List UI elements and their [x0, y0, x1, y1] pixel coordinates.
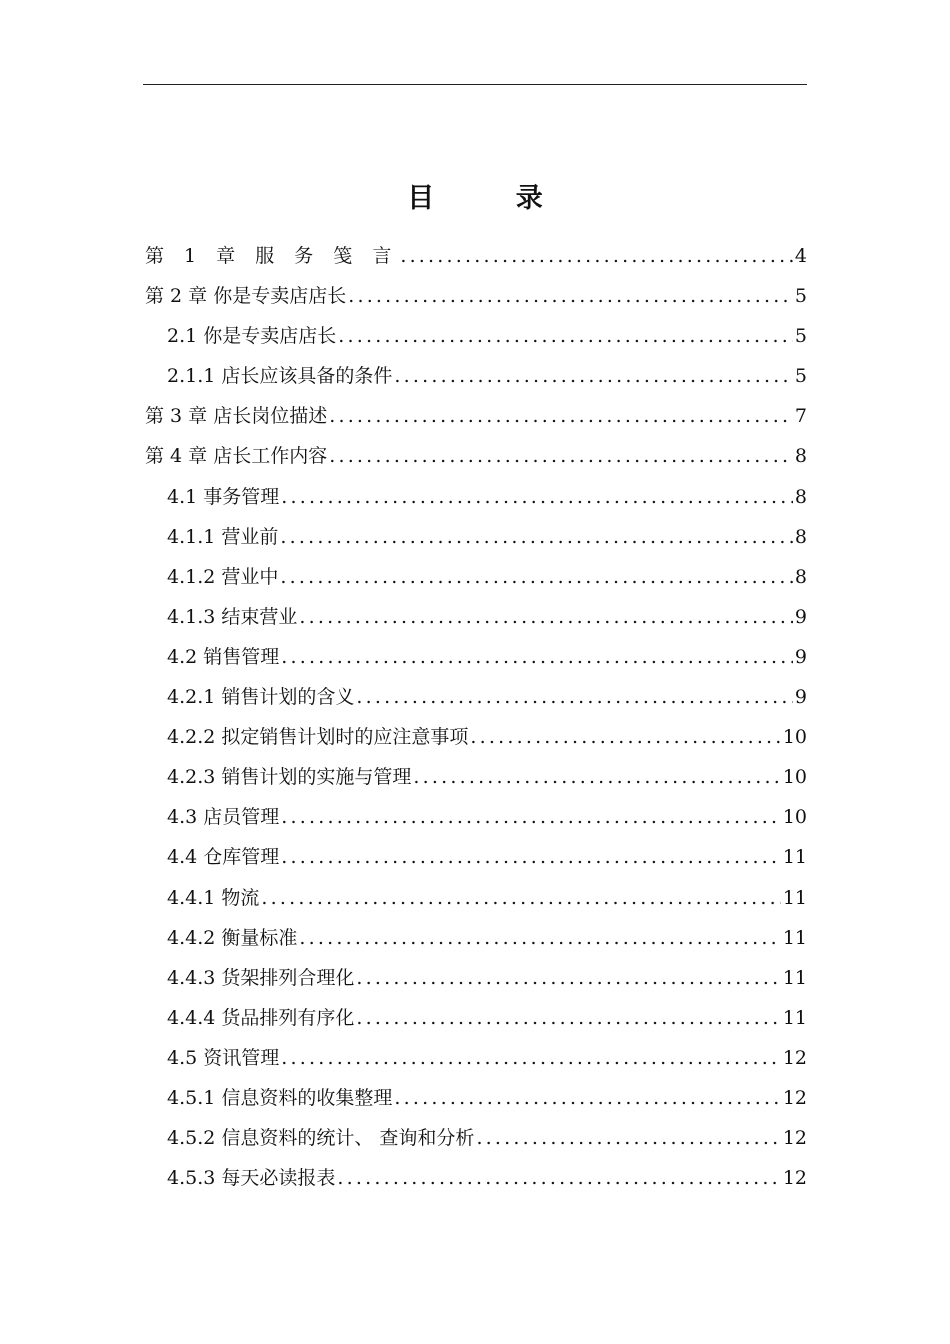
toc-entry-page: 11 — [782, 846, 807, 869]
toc-entry-page: 9 — [794, 645, 807, 668]
toc-entry-label: 4.4.2 衡量标准 — [167, 926, 298, 949]
toc-entry-page: 8 — [794, 565, 807, 588]
toc-leader-dots — [281, 837, 781, 877]
toc-leader-dots — [470, 717, 780, 757]
toc-entry-page: 10 — [782, 766, 807, 789]
toc-entry[interactable] — [145, 837, 807, 877]
toc-entry[interactable] — [145, 878, 807, 918]
toc-entry[interactable] — [145, 316, 807, 356]
toc-entry[interactable] — [145, 677, 807, 717]
toc-leader-dots — [299, 918, 780, 958]
toc-entry-label: 4.2.1 销售计划的含义 — [167, 686, 355, 709]
toc-entry-label: 4.4.1 物流 — [167, 886, 260, 909]
toc-leader-dots — [280, 517, 793, 557]
toc-leader-dots — [394, 1078, 780, 1118]
toc-entry[interactable] — [145, 236, 807, 276]
toc-entry[interactable] — [145, 1158, 807, 1198]
toc-entry[interactable] — [145, 918, 807, 958]
toc-leader-dots — [329, 436, 793, 476]
toc-leader-dots — [394, 356, 793, 396]
toc-leader-dots — [261, 878, 780, 918]
toc-entry-label: 4.1.2 营业中 — [167, 565, 279, 588]
toc-entry-label: 第 3 章 店长岗位描述 — [145, 405, 328, 428]
toc-entry-label: 第 1 章 服 务 笺 言 — [145, 245, 399, 267]
toc-entry[interactable] — [145, 1078, 807, 1118]
toc-entry-label: 4.5.1 信息资料的收集整理 — [167, 1086, 393, 1109]
toc-entry-label: 4.1.3 结束营业 — [167, 605, 298, 628]
toc-entry-label: 第 4 章 店长工作内容 — [145, 445, 328, 468]
toc-leader-dots — [356, 998, 780, 1038]
toc-entry-label: 4.2.2 拟定销售计划时的应注意事项 — [167, 726, 469, 749]
toc-entry[interactable] — [145, 958, 807, 998]
toc-entry-page: 12 — [782, 1127, 807, 1150]
toc-entry-label: 4.2.3 销售计划的实施与管理 — [167, 766, 412, 789]
toc-leader-dots — [356, 677, 793, 717]
toc-entry-page: 5 — [794, 325, 807, 348]
toc-entry-page: 5 — [794, 285, 807, 308]
toc-entry[interactable] — [145, 436, 807, 476]
toc-leader-dots — [281, 1038, 781, 1078]
toc-leader-dots — [280, 557, 793, 597]
toc-entry-label: 4.1.1 营业前 — [167, 525, 279, 548]
toc-entry-page: 8 — [794, 485, 807, 508]
toc-entry[interactable] — [145, 557, 807, 597]
toc-entry-label: 4.4 仓库管理 — [167, 846, 280, 869]
toc-entry-page: 11 — [782, 1006, 807, 1029]
toc-leader-dots — [329, 396, 793, 436]
toc-entry-page: 4 — [794, 245, 807, 267]
toc-leader-dots — [337, 1158, 780, 1198]
toc-entry-label: 2.1 你是专卖店店长 — [167, 325, 337, 348]
toc-entry[interactable] — [145, 597, 807, 637]
toc-entry-label: 4.3 店员管理 — [167, 806, 280, 829]
toc-entry[interactable] — [145, 717, 807, 757]
toc-entry[interactable] — [145, 1118, 807, 1158]
toc-entry[interactable] — [145, 998, 807, 1038]
toc-entry-label: 4.5.3 每天必读报表 — [167, 1167, 336, 1190]
toc-entry-label: 第 2 章 你是专卖店店长 — [145, 285, 347, 308]
toc-leader-dots — [476, 1118, 780, 1158]
toc-entry-label: 2.1.1 店长应该具备的条件 — [167, 365, 393, 388]
toc-leader-dots — [281, 637, 793, 677]
toc-entry[interactable] — [145, 356, 807, 396]
toc-entry[interactable] — [145, 396, 807, 436]
toc-entry-label: 4.1 事务管理 — [167, 485, 280, 508]
toc-entry-label: 4.5.2 信息资料的统计、 查询和分析 — [167, 1127, 475, 1150]
toc-entry-label: 4.5 资讯管理 — [167, 1046, 280, 1069]
toc-entry-label: 4.4.4 货品排列有序化 — [167, 1006, 355, 1029]
toc-entry-page: 11 — [782, 886, 807, 909]
toc-entry[interactable] — [145, 1038, 807, 1078]
toc-entry-page: 12 — [782, 1086, 807, 1109]
toc-title: 目 录 — [407, 183, 579, 214]
toc-entry[interactable] — [145, 276, 807, 316]
toc-entry-page: 5 — [794, 365, 807, 388]
toc-entry-page: 12 — [782, 1167, 807, 1190]
toc-entry-page: 12 — [782, 1046, 807, 1069]
toc-entry[interactable] — [145, 477, 807, 517]
toc-entry-label: 4.2 销售管理 — [167, 645, 280, 668]
toc-entry-page: 8 — [794, 445, 807, 468]
toc-entry[interactable] — [145, 757, 807, 797]
toc-entry-page: 7 — [794, 405, 807, 428]
toc-entry-page: 10 — [782, 806, 807, 829]
toc-entry[interactable] — [145, 637, 807, 677]
toc-leader-dots — [413, 757, 780, 797]
toc-entry-page: 11 — [782, 966, 807, 989]
toc-entry-page: 9 — [794, 686, 807, 709]
toc-entry-page: 10 — [782, 726, 807, 749]
toc-leader-dots — [338, 316, 793, 356]
toc-leader-dots — [356, 958, 780, 998]
toc-leader-dots — [281, 477, 793, 517]
toc-leader-dots — [400, 236, 793, 276]
toc-list — [145, 236, 807, 1198]
toc-entry-page: 9 — [794, 605, 807, 628]
toc-leader-dots — [348, 276, 793, 316]
toc-entry-page: 8 — [794, 525, 807, 548]
toc-entry-page: 11 — [782, 926, 807, 949]
toc-leader-dots — [299, 597, 793, 637]
header-rule — [143, 84, 807, 85]
toc-leader-dots — [281, 797, 781, 837]
toc-entry[interactable] — [145, 517, 807, 557]
toc-entry-label: 4.4.3 货架排列合理化 — [167, 966, 355, 989]
toc-entry[interactable] — [145, 797, 807, 837]
